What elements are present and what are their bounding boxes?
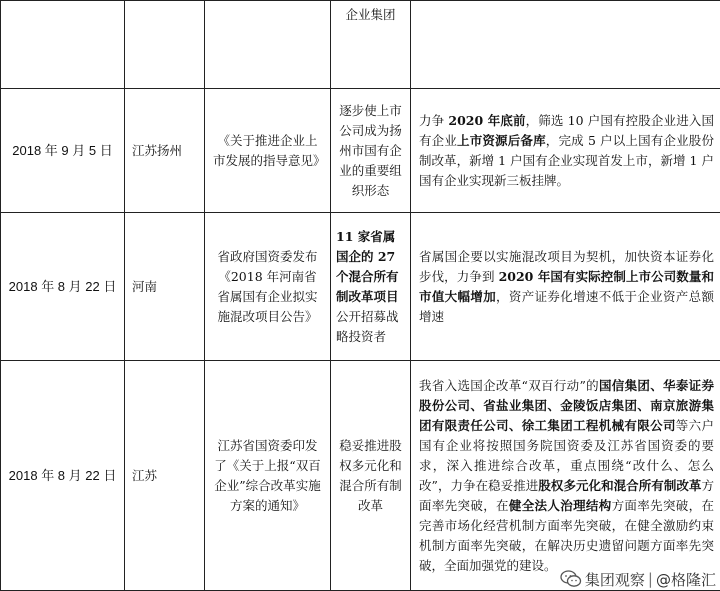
goal-cell: 逐步使上市公司成为扬州市国有企业的重要组织形态: [331, 89, 411, 213]
region-cell: 江苏: [125, 361, 205, 591]
goal-cell: 稳妥推进股权多元化和混合所有制改革: [331, 361, 411, 591]
detail-highlight: 上市资源后备库: [457, 133, 546, 148]
detail-highlight: 健全法人治理结构: [509, 498, 612, 513]
detail-cell: [411, 213, 720, 361]
detail-text: 方面率先突破，在: [419, 478, 714, 513]
detail-highlight: 股权多元化和混合所有制改革: [538, 478, 701, 493]
detail-cell: [411, 89, 720, 213]
detail-cell: [411, 1, 720, 89]
detail-paragraph: [419, 247, 714, 327]
date-cell: 2018 年 9 月 5 日: [1, 89, 125, 213]
table-row: [1, 1, 720, 89]
region-cell: 江苏扬州: [125, 89, 205, 213]
date-cell: [1, 1, 125, 89]
document-cell: 《关于推进企业上市发展的指导意见》: [205, 89, 331, 213]
detail-text: 方面率先突破，在完善市场化经营机制方面率先突破，在健全激励约束机制方面率先突破，在解决历史遗留问题方面率先突破，全面加强党的建设。: [419, 498, 714, 573]
table-row: [1, 361, 720, 591]
detail-highlight: 2020 年底前: [448, 113, 525, 128]
watermark-brand-2: @格隆汇: [656, 569, 716, 590]
detail-highlight: 2020 年国有实际控制上市公司数量和市值大幅增加: [419, 269, 714, 304]
detail-paragraph: [419, 111, 714, 191]
detail-text: ，资产证券化增速不低于企业资产总额增速: [419, 289, 714, 324]
detail-cell: [411, 361, 720, 591]
detail-text: 我省入选国企改革“双百行动”的: [419, 378, 599, 393]
document-cell: 省政府国资委发布《2018 年河南省省属国有企业拟实施混改项目公告》: [205, 213, 331, 361]
detail-text: ，筛选 10 户国有控股企业进入国有企业: [419, 113, 714, 148]
goal-text: 11 家省属国企的 27 个混合所有制改革项目: [336, 229, 399, 304]
table-row: [1, 89, 720, 213]
table-row: [1, 213, 720, 361]
goal-cell: 企业集团: [331, 1, 411, 89]
detail-highlight: 国信集团、华泰证券股份公司、省盐业集团、金陵饭店集团、南京旅游集团有限责任公司、徐工集团工程机械有限公司: [419, 378, 714, 433]
detail-text: ，完成 5 户以上国有企业股份制改革，新增 1 户国有企业实现首发上市，新增 1 户国有企业实现新三板挂牌。: [419, 133, 714, 188]
date-cell: 2018 年 8 月 22 日: [1, 213, 125, 361]
watermark: [558, 568, 718, 590]
wechat-icon: [560, 570, 582, 588]
region-cell: [125, 1, 205, 89]
goal-cell: [331, 213, 411, 361]
watermark-separator: |: [648, 570, 653, 588]
watermark-brand-1: 集团观察: [585, 569, 645, 590]
document-cell: 江苏省国资委印发了《关于上报“双百企业”综合改革实施方案的通知》: [205, 361, 331, 591]
detail-text: 省属国企要以实施混改项目为契机，加快资本证券化步伐，力争到: [419, 249, 714, 284]
document-cell: [205, 1, 331, 89]
goal-text: 公开招募战略投资者: [336, 309, 399, 344]
date-cell: 2018 年 8 月 22 日: [1, 361, 125, 591]
detail-text: 等六户国有企业将按照国务院国资委及江苏省国资委的要求，深入推进综合改革，重点围绕“改什么、怎么改”，力争在稳妥推进: [419, 418, 714, 493]
detail-paragraph: [419, 376, 714, 576]
detail-text: 力争: [419, 113, 448, 128]
region-cell: 河南: [125, 213, 205, 361]
